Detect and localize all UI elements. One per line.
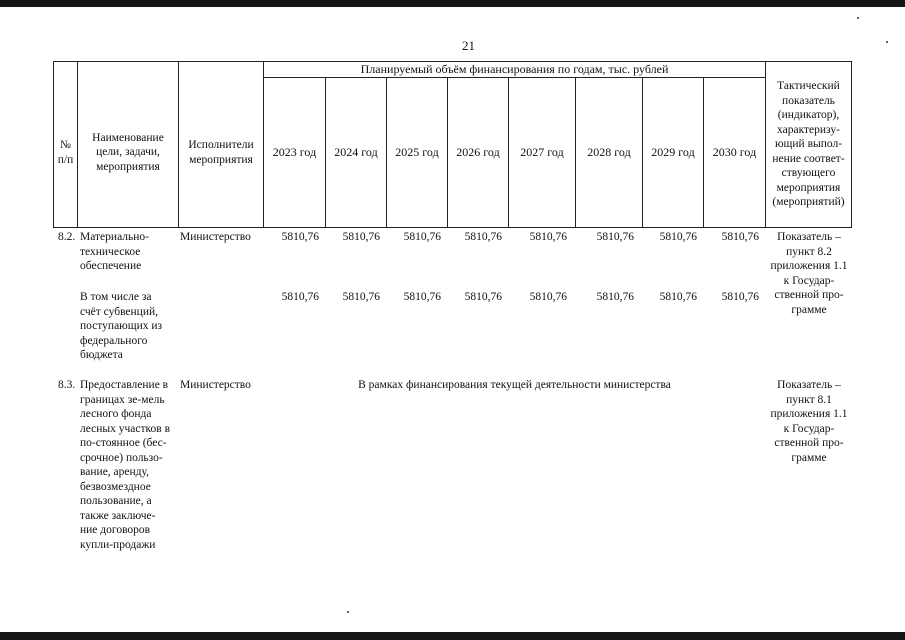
value-cell: 5810,76: [403, 291, 441, 303]
value-cell: 5810,76: [281, 231, 319, 243]
header-col-indicator: Тактический показатель (индикатор), характеризу-ющий выпол-нение соответ-ствующего мероприятия (мероприятий): [772, 80, 845, 209]
value-cell: 5810,76: [596, 291, 634, 303]
value-cell: 5810,76: [464, 291, 502, 303]
value-cell: 5810,76: [342, 291, 380, 303]
page-number: 21: [462, 38, 475, 53]
row-indicator: Показатель – пункт 8.1 приложения 1.1 к Государ-ственной про-грамме: [770, 379, 848, 464]
value-cell: 5810,76: [403, 231, 441, 243]
row-name: Предоставление в границах зе-мель лесного фонда лесных участков в по-стоянное (бес-срочное) пользо-вание, аренду, безвозмездное пользование, а также заключе-ние договоров купли-продажи: [80, 379, 170, 551]
header-financing-group: Планируемый объём финансирования по годам, тыс. рублей: [360, 62, 669, 76]
row-name-sub: В том числе за счёт субвенций, поступающих из федерального бюджета: [80, 291, 163, 361]
value-cell: 5810,76: [529, 231, 567, 243]
row-executor: Министерство: [180, 379, 251, 391]
header-col-no: № п/п: [57, 139, 74, 166]
value-cell: 5810,76: [464, 231, 502, 243]
value-cell: 5810,76: [659, 231, 697, 243]
header-year: 2027 год: [520, 145, 564, 160]
value-cell: 5810,76: [342, 231, 380, 243]
scan-speck: [857, 17, 859, 19]
header-bottom-rule: [53, 227, 851, 228]
row-name: Материально-техническое обеспечение: [80, 231, 149, 272]
row-number: 8.3.: [58, 379, 76, 391]
scan-border-top: [0, 0, 905, 7]
header-year: 2023 год: [272, 145, 317, 160]
scan-speck: [886, 41, 888, 43]
col-divider: [851, 61, 852, 228]
row-indicator: Показатель – пункт 8.2 приложения 1.1 к Государ-ственной про-грамме: [770, 231, 848, 316]
row-executor: Министерство: [180, 231, 251, 243]
value-cell: 5810,76: [596, 231, 634, 243]
header-year: 2024 год: [334, 145, 378, 160]
value-cell: 5810,76: [281, 291, 319, 303]
header-year: 2029 год: [651, 145, 695, 160]
row-number: 8.2.: [58, 231, 76, 243]
value-cell: 5810,76: [721, 291, 759, 303]
scan-speck: [347, 611, 349, 613]
value-cell: 5810,76: [659, 291, 697, 303]
header-year: 2026 год: [456, 145, 500, 160]
scan-border-bottom: [0, 632, 905, 640]
value-cell: 5810,76: [529, 291, 567, 303]
header-col-name: Наименование цели, задачи, мероприятия: [92, 131, 164, 173]
financing-note: В рамках финансирования текущей деятельности министерства: [358, 379, 671, 391]
value-cell: 5810,76: [721, 231, 759, 243]
header-year: 2030 год: [712, 145, 757, 160]
header-col-executor: Исполнители мероприятия: [188, 139, 254, 166]
header-year: 2028 год: [587, 145, 631, 160]
header-year: 2025 год: [395, 145, 439, 160]
col-divider: [77, 61, 78, 228]
